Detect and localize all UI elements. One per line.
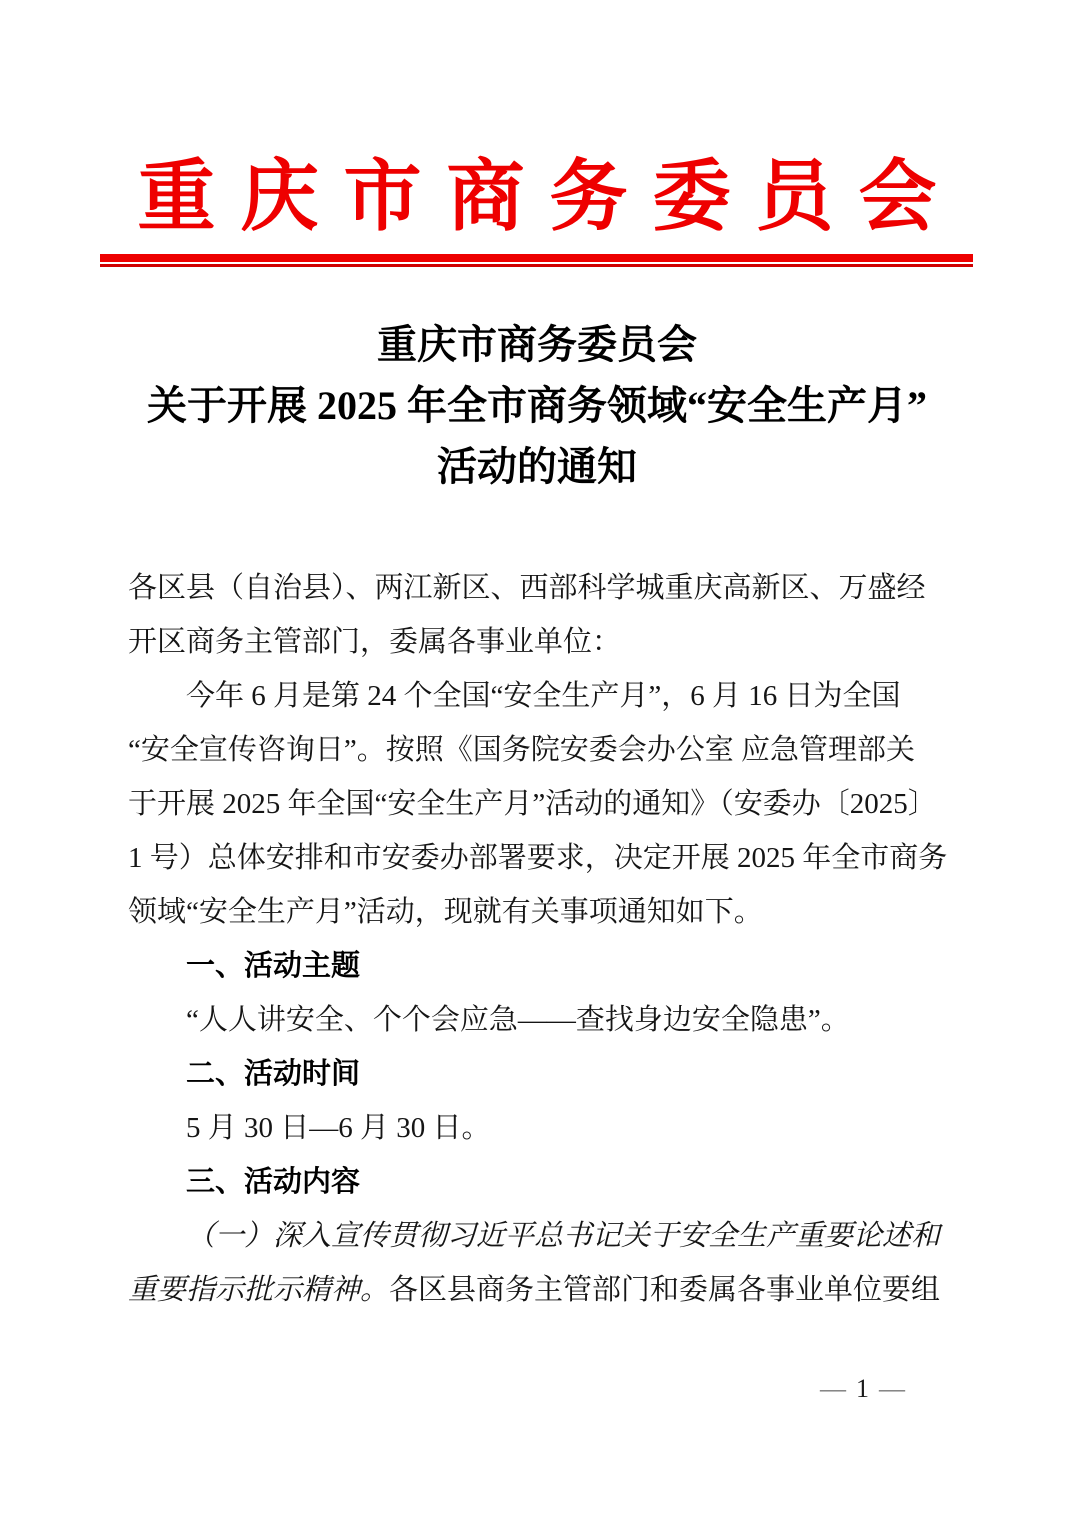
body-line: 各区县（自治县）、两江新区、西部科学城重庆高新区、万盛经 [128, 572, 926, 604]
section-heading-2: 二、活动时间 [186, 1058, 361, 1090]
section-heading-1: 一、活动主题 [186, 950, 361, 982]
document-title-line-2: 关于开展 2025 年全市商务领域“安全生产月” [147, 383, 927, 428]
page-number [820, 1374, 905, 1404]
document-title-line-3: 活动的通知 [437, 444, 637, 489]
red-divider-thin-line [100, 264, 973, 267]
subsection-heading-continued: 重要指示批示精神。 [128, 1274, 390, 1306]
body-line: 1 号）总体安排和市安委办部署要求，决定开展 2025 年全市商务 [128, 842, 948, 874]
body-line: “人人讲安全、个个会应急——查找身边安全隐患”。 [186, 1004, 850, 1036]
body-line-segment: 各区县商务主管部门和委属各事业单位要组 [389, 1274, 941, 1306]
body-line: 领域“安全生产月”活动，现就有关事项通知如下。 [128, 896, 763, 928]
page-number-dash-left: — [820, 1374, 846, 1403]
document-body [128, 561, 948, 1317]
body-line: 于开展 2025 年全国“安全生产月”活动的通知》（安委办〔2025〕 [128, 788, 937, 820]
body-line: 今年 6 月是第 24 个全国“安全生产月”，6 月 16 日为全国 [186, 680, 901, 712]
page-number-dash-right: — [879, 1374, 905, 1403]
body-line: “安全宣传咨询日”。按照《国务院安委会办公室 应急管理部关 [128, 734, 915, 766]
document-title [0, 314, 1074, 497]
red-divider-thick-line [100, 254, 973, 262]
body-line: 5 月 30 日—6 月 30 日。 [186, 1112, 491, 1144]
page-number-value: 1 [856, 1374, 869, 1403]
body-line [128, 1263, 940, 1317]
section-heading-3: 三、活动内容 [186, 1166, 361, 1198]
document-title-line-1: 重庆市商务委员会 [377, 322, 697, 367]
body-line: 开区商务主管部门，委属各事业单位： [128, 626, 622, 658]
red-divider [100, 254, 973, 267]
agency-masthead: 重庆市商务委员会 [137, 153, 962, 240]
subsection-heading: （一）深入宣传贯彻习近平总书记关于安全生产重要论述和 [186, 1220, 941, 1252]
